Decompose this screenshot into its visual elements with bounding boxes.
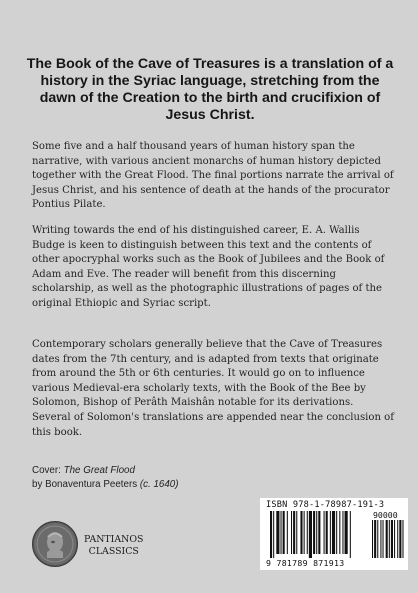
- addon-bar: [391, 520, 393, 558]
- barcode-bar: [330, 511, 331, 554]
- barcode-bar: [316, 511, 317, 554]
- addon-bar: [402, 520, 403, 558]
- blurb-paragraph-2: Writing towards the end of his distinguished career, E. A. Wallis Budge is keen to distinguish between this text and the contents of other apocryphal works such as the Book of Jubilees and the Book of Adam and Eve. The reader will benefit from this discerning scholarship, as well as the photographic illustrations of pages of the original Ethiopic and Syriac script.: [32, 225, 385, 309]
- publisher-name-line2: CLASSICS: [88, 546, 139, 557]
- barcode-bar: [300, 511, 302, 554]
- barcode-bar: [313, 511, 315, 554]
- addon-bar: [399, 520, 401, 558]
- barcode-bar: [336, 511, 337, 554]
- cover-credit: [32, 464, 179, 492]
- addon-bar: [383, 520, 384, 558]
- cover-artwork-title: The Great Flood: [63, 465, 135, 476]
- barcode-bar: [276, 511, 279, 554]
- addon-bar: [374, 520, 376, 558]
- addon-bar: [389, 520, 390, 558]
- barcode-bar: [350, 511, 351, 558]
- blurb-paragraph-3: Contemporary scholars generally believe that the Cave of Treasures dates from the 7th century, and is adapted from texts that originate from around the 5th or 6th centuries. It would go on to influence various Medieval-era scholarly texts, with the Book of the Bee by Solomon, Bishop of Perâth Maishân notable for its derivations. Several of Solomon's translations are appended near the conclusion of this book.: [32, 339, 394, 438]
- blurb-paragraph-1: Some five and a half thousand years of human history span the narrative, with various ancient monarchs of human history depicted together with the Great Flood. The final portions narrate the arrival of Jesus Christ, and his sentence of death at the hands of the procurator Pontius Pilate.: [32, 141, 394, 211]
- coin-portrait-icon: [32, 521, 78, 567]
- barcode-bar: [287, 511, 288, 554]
- barcode-bar: [270, 511, 272, 558]
- cover-artist: by Bonaventura Peeters: [32, 479, 138, 490]
- cover-credit-line: [32, 464, 179, 478]
- barcode-bar: [324, 511, 325, 554]
- barcode-bar: [281, 511, 282, 554]
- addon-bar: [377, 520, 378, 558]
- addon-bar: [397, 520, 398, 558]
- addon-bar: [380, 520, 381, 558]
- publisher-logo: [32, 520, 150, 568]
- cover-date: (c. 1640): [139, 479, 179, 490]
- barcode-bar: [283, 511, 285, 554]
- barcode-bar: [273, 511, 274, 558]
- addon-bar: [372, 520, 373, 558]
- barcode-bar: [304, 511, 305, 554]
- barcode-bar: [342, 511, 343, 554]
- barcode-bar: [339, 511, 340, 554]
- ean-digits: 9 781789 871913: [266, 558, 345, 568]
- addon-bar: [394, 520, 395, 558]
- cover-artist-line: [32, 478, 179, 492]
- isbn-label: ISBN 978-1-78987-191-3: [266, 500, 385, 510]
- barcode-bar: [309, 511, 312, 558]
- isbn-barcode: [260, 498, 408, 570]
- blurb-title: The Book of the Cave of Treasures is a translation of a history in the Syriac language, stretching from the dawn of the Creation to the birth and crucifixion of Jesus Christ.: [26, 56, 394, 123]
- barcode-bar: [293, 511, 295, 554]
- addon-bar: [386, 520, 388, 558]
- publisher-name: [84, 534, 143, 558]
- barcode-bar: [307, 511, 308, 554]
- barcode-bar: [326, 511, 328, 554]
- barcode-bar: [291, 511, 292, 554]
- price-code: 90000: [373, 510, 398, 520]
- publisher-name-line1: PANTIANOS: [84, 534, 144, 545]
- barcode-bar: [345, 511, 348, 554]
- barcode-bar: [332, 511, 335, 554]
- barcode-bar: [318, 511, 320, 554]
- cover-label: Cover:: [32, 465, 61, 476]
- barcode-bar: [296, 511, 297, 554]
